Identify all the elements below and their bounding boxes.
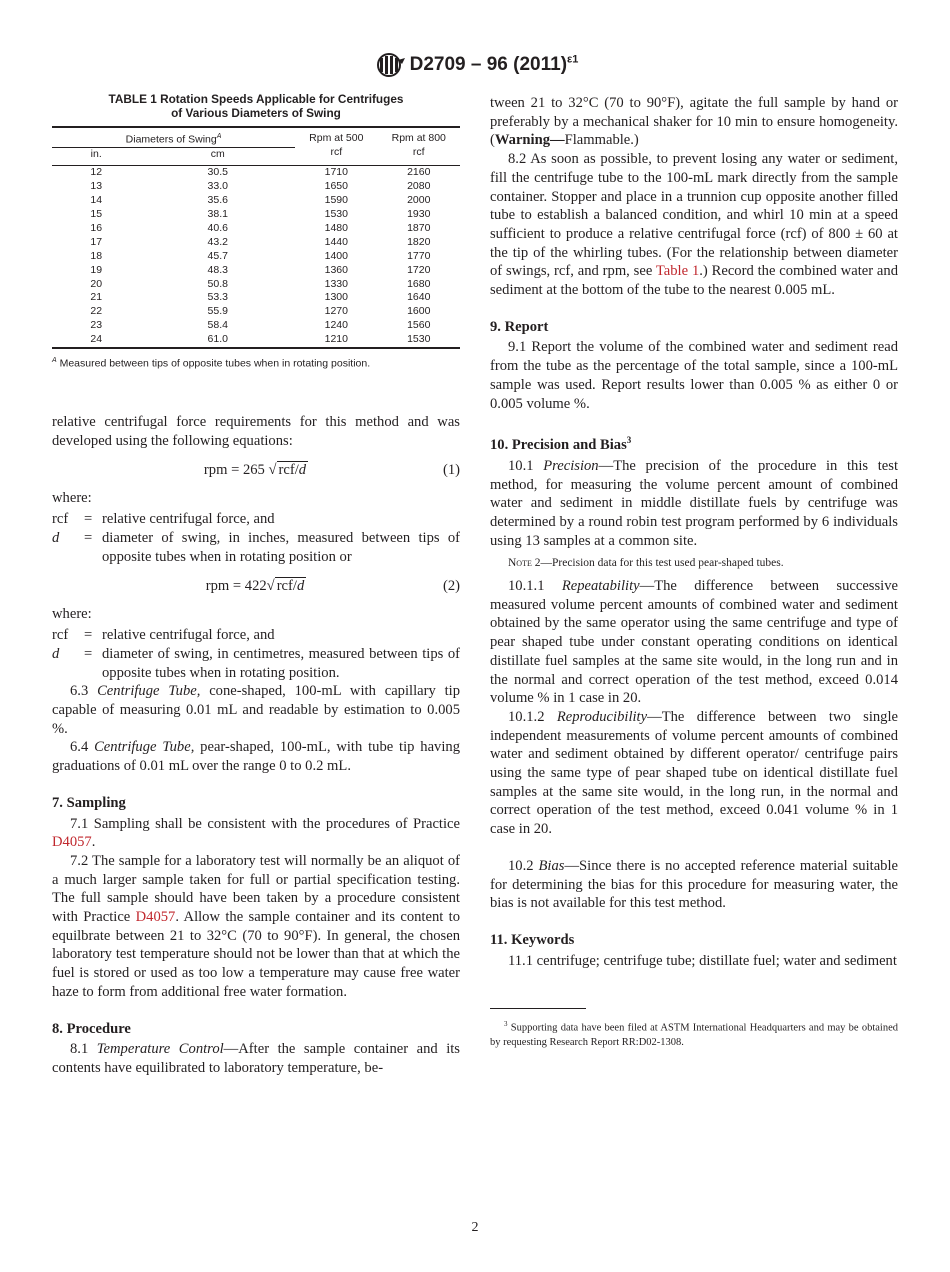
table-title-line: TABLE 1 Rotation Speeds Applicable for Centrifuges [108, 92, 404, 106]
text-run: Repeatability [561, 578, 640, 595]
left-column [52, 92, 460, 1078]
text-run: —The difference between two single independent measurements of volume percent amounts of combined water and sediment obtained by different operator/ centrifuge pairs using the same type of pear shaped tube on identical distillate fuel samples at the same site would, in the long run, in the normal and correct operation of the test method, exceed 0.041 volume % in 1 case in 20. [490, 708, 899, 838]
table-row [52, 194, 460, 208]
text-run: 10.1.2 [508, 708, 557, 725]
table-cell: 43.2 [207, 235, 228, 248]
table-cell: 40.6 [207, 221, 228, 234]
astm-logo [372, 52, 406, 78]
section-heading [52, 1020, 460, 1039]
note [490, 554, 898, 573]
equation [52, 459, 460, 481]
text-run: 10.1 [508, 457, 544, 474]
table-cell: 15 [90, 208, 103, 221]
table-cell: 14 [90, 194, 103, 207]
paragraph [52, 852, 460, 1002]
table-cell: 13 [90, 180, 103, 193]
section-title: 8. Procedure [52, 1020, 131, 1037]
reference-link[interactable]: D4057 [135, 909, 176, 926]
table-cell: 1330 [324, 277, 348, 290]
table-title-line: of Various Diameters of Swing [171, 106, 341, 120]
table-row [52, 180, 460, 194]
equation-number: (1) [442, 461, 460, 478]
table-cell: 1530 [324, 208, 348, 221]
table-cell: 38.1 [207, 208, 228, 221]
table-footnote: $^A$ Measured between tips of opposite tubes when in rotating position. [52, 357, 371, 370]
section-title: 7. Sampling [52, 794, 126, 811]
text-run: Centrifuge Tube, [94, 739, 195, 756]
table-cell: 1440 [324, 235, 348, 248]
table-cell: 24 [52, 333, 140, 348]
definition-term: rcf [52, 511, 69, 528]
table-cell: 1930 [407, 208, 431, 221]
radicand-var: d [296, 577, 305, 594]
paragraph [490, 577, 898, 708]
text-run: pear-shaped, 100-mL, with tube tip having graduations of 0.01 mL over the range 0 to 0.2 mL. [52, 739, 461, 775]
definition-equals: = [84, 645, 93, 662]
section-heading [490, 318, 898, 337]
text-run: Temperature Control [96, 1041, 224, 1058]
table-cell: 23 [90, 319, 103, 332]
text-run: Flammable.) [564, 132, 639, 149]
table-row [52, 236, 460, 250]
table-cell: 30.5 [207, 166, 228, 179]
table-cell: 1300 [324, 291, 348, 304]
paragraph [490, 338, 898, 413]
paragraph [52, 413, 460, 450]
table-cell: 1210 [295, 333, 377, 348]
table-row [52, 166, 460, 180]
table-cell: 1640 [407, 291, 431, 304]
radicand [277, 461, 309, 478]
table-row [52, 333, 460, 348]
table-cell: 19 [90, 263, 103, 276]
radical: √ rcf/d [266, 577, 305, 594]
footnote-text: Supporting data have been filed at ASTM International Headquarters and may be obtained by requesting Research Report RR:D02-1308. [490, 1022, 898, 1048]
section-heading [52, 794, 460, 813]
definition [52, 626, 460, 645]
table-title [52, 92, 460, 120]
table-cell: 45.7 [207, 249, 228, 262]
th-cm: cm [210, 148, 225, 161]
page-header [0, 52, 950, 78]
table-cell: 1560 [407, 319, 431, 332]
table-cell: 17 [90, 235, 103, 248]
table-cell: 61.0 [140, 333, 295, 348]
table-row [52, 319, 460, 333]
text-run: . [91, 834, 96, 851]
table-cell: 21 [90, 291, 103, 304]
definition-text: diameter of swing, in inches, measured between tips of opposite tubes when in rotating position or [102, 530, 460, 565]
table-cell: 2080 [407, 180, 431, 193]
table-cell: 33.0 [207, 180, 228, 193]
text-run: 10.2 [508, 857, 539, 874]
equation-lhs: rpm = 422 [205, 577, 267, 594]
table-cell: 1820 [407, 235, 431, 248]
table-row [52, 264, 460, 278]
table-cell: 50.8 [207, 277, 228, 290]
page-number: 2 [471, 1220, 479, 1235]
table-cell: 55.9 [207, 305, 228, 318]
paragraph [52, 815, 460, 852]
section-heading [490, 931, 898, 950]
footnote-number: 3 [504, 1020, 508, 1029]
table-row [52, 208, 460, 222]
text-run: —The precision of the procedure in this test method, for measuring the volume percent amount of combined water and sediment in middle distillate fuels by centrifuge was determined by a round robin test program performed by 6 individuals using 13 samples at a common site. [490, 457, 899, 549]
where-label: where: [52, 605, 92, 622]
paragraph [52, 1040, 460, 1077]
definition-text: diameter of swing, in centimetres, measured between tips of opposite tubes when in rotating position. [102, 645, 460, 681]
text-run: 6.3 [70, 683, 98, 700]
equation-lhs: rpm = 265 [203, 461, 269, 478]
table-cell: 1240 [324, 319, 348, 332]
definition-equals: = [84, 530, 93, 547]
table-cell: 1770 [407, 249, 431, 262]
paragraph [490, 457, 898, 551]
designation: D2709 – 96 (2011) [409, 54, 568, 76]
paragraph [490, 952, 898, 971]
table-cell: 53.3 [207, 291, 228, 304]
paragraph [490, 94, 898, 150]
paragraph [52, 682, 460, 738]
text-run: Centrifuge Tube, [97, 683, 201, 700]
th-rpm-500: Rpm at 500 rcf [309, 132, 364, 158]
text-run: Warning— [494, 132, 565, 149]
table-cell: 1400 [324, 249, 348, 262]
table-cell: 1870 [407, 221, 431, 234]
paragraph [52, 738, 460, 775]
epsilon: ε1 [567, 53, 579, 66]
table-cell: 1530 [378, 333, 460, 348]
definition-term: d [52, 645, 60, 662]
footnote-divider [490, 1008, 586, 1009]
table-cell: 35.6 [207, 194, 228, 207]
radicand-text: rcf/ [276, 577, 297, 594]
definition-term: rcf [52, 627, 69, 644]
table-cell: 2000 [407, 194, 431, 207]
table-row [52, 291, 460, 305]
paragraph [490, 150, 898, 300]
reference-link[interactable]: Table 1 [655, 263, 700, 280]
definition-term: d [52, 530, 60, 547]
text-run: —After the sample container and its contents have equilibrated to laboratory temperature, be- [52, 1041, 460, 1076]
definition-text: relative centrifugal force, and [102, 511, 275, 528]
section-title: 11. Keywords [490, 931, 575, 948]
table-cell: 1680 [407, 277, 431, 290]
table-cell: 48.3 [207, 263, 228, 276]
text-run: 9.1 Report the volume of the combined water and sediment read from the tube as the percentage of the total sample, since a 100-mL sample was used. Report results lower than 0.005 % as either 0 or 0.005 volume %. [490, 339, 898, 412]
table-cell: 58.4 [207, 319, 228, 332]
text-run: 8.1 [70, 1041, 97, 1058]
th-in: in. [90, 148, 102, 161]
definition-equals: = [84, 627, 93, 644]
table-cell: 1710 [324, 166, 348, 179]
radicand [275, 577, 307, 594]
table-cell: 2160 [407, 166, 431, 179]
footnote [490, 1017, 898, 1050]
rotation-speeds-table [52, 126, 460, 349]
text-run: 7.2 The sample for a laboratory test will normally be an aliquot of a much larger sample taken for full or partial specification testing. The full sample should have been taken by a procedure consistent with Practice [52, 852, 460, 926]
text-run: Bias [538, 857, 565, 874]
table-cell: 1650 [324, 180, 348, 193]
text-run: .) Record the combined water and sediment at the bottom of the tube to the nearest 0.005 mL. [490, 263, 899, 299]
radicand-text: rcf/ [278, 461, 299, 478]
th-diameters: Diameters of Swing$^A$ [52, 127, 295, 148]
radicand-var: d [298, 461, 307, 478]
table-cell: 1720 [407, 263, 431, 276]
table-cell: 18 [90, 249, 103, 262]
table-row [52, 305, 460, 319]
text-run: 6.4 [70, 739, 95, 756]
equation [52, 575, 460, 597]
radical: √ rcf/d [268, 461, 307, 478]
definition-equals: = [84, 511, 93, 528]
table-row [52, 222, 460, 236]
definition-text: relative centrifugal force, and [102, 627, 275, 644]
table-cell: 1480 [324, 221, 348, 234]
text-run: 11.1 centrifuge; centrifuge tube; distillate fuel; water and sediment [508, 952, 897, 969]
right-column [490, 94, 898, 1050]
equation-number: (2) [442, 577, 460, 594]
text-run: 8.2 As soon as possible, to prevent losing any water or sediment, fill the centrifuge tube to the 100-mL mark directly from the sample container. Stopper and place in a trunnion cup opposite another filled tube to establish a balanced condition, and whirl 10 min at a speed sufficient to produce a relative centrifugal force (rcf) of 800 ± 60 at the tip of the whirling tubes. (For the relationship between diameter of swings, rcf, and rpm, see [490, 151, 898, 280]
table-cell: 1360 [324, 263, 348, 276]
section-title: 9. Report [490, 318, 549, 335]
text-run: —The difference between successive measured volume percent amounts of combined water and sediment obtained by the same operator using the same centrifuge and type of pear shaped tube under constant operating conditions on identical distillate fuel samples at the same site would, in the long run and in the normal and correct operation of the test method, exceed 0.014 volume % in 1 case in 20. [490, 578, 898, 707]
table-cell: 12 [90, 166, 103, 179]
text-run: Reproducibility [556, 708, 648, 725]
th-rpm-800: Rpm at 800 rcf [391, 132, 446, 158]
note-label: Note 2 [508, 557, 541, 570]
text-run: cone-shaped, 100-mL with capillary tip capable of measuring 0.01 mL and readable by estimation to 0.005 %. [52, 683, 461, 737]
definition [52, 510, 460, 529]
table-cell: 22 [90, 305, 103, 318]
section-title: 10. Precision and Bias [490, 437, 627, 454]
text-run: Precision [543, 457, 599, 474]
paragraph [490, 857, 898, 913]
section-heading [490, 431, 898, 455]
definition [52, 529, 460, 566]
where-label: where: [52, 489, 92, 506]
text-run: 10.1.1 [508, 578, 562, 595]
table-row [52, 250, 460, 264]
text-run: relative centrifugal force requirements for this method and was developed using the following equations: [52, 414, 460, 449]
text-run: —Since there is no accepted reference material suitable for determining the bias for this procedure for measuring water, the bias is not available for this test method. [490, 857, 898, 912]
table-row [52, 278, 460, 292]
paragraph [490, 708, 898, 839]
table-cell: 16 [90, 221, 103, 234]
note-text: —Precision data for this test used pear-shaped tubes. [540, 557, 784, 570]
text-run: 7.1 Sampling shall be consistent with the procedures of Practice [70, 815, 460, 832]
table-cell: 1600 [407, 305, 431, 318]
footnote-ref: 3 [626, 435, 632, 446]
reference-link[interactable]: D4057 [52, 834, 92, 851]
definition [52, 645, 460, 682]
table-cell: 1270 [324, 305, 348, 318]
text-run: tween 21 to 32°C (70 to 90°F), agitate the full sample by hand or preferably by a mechanical shaker for 10 min to ensure homogeneity. ( [490, 95, 898, 149]
text-run: . Allow the sample container and its content to equilbrate between 21 to 32°C (70 to 90°F). In general, the chosen laboratory test temperature should not be lower than that at which the fuel is stored or used as too low a temperature may cause free water haze to form from additional free water formation. [52, 909, 460, 1000]
table-cell: 20 [90, 277, 103, 290]
table-cell: 1590 [324, 194, 348, 207]
